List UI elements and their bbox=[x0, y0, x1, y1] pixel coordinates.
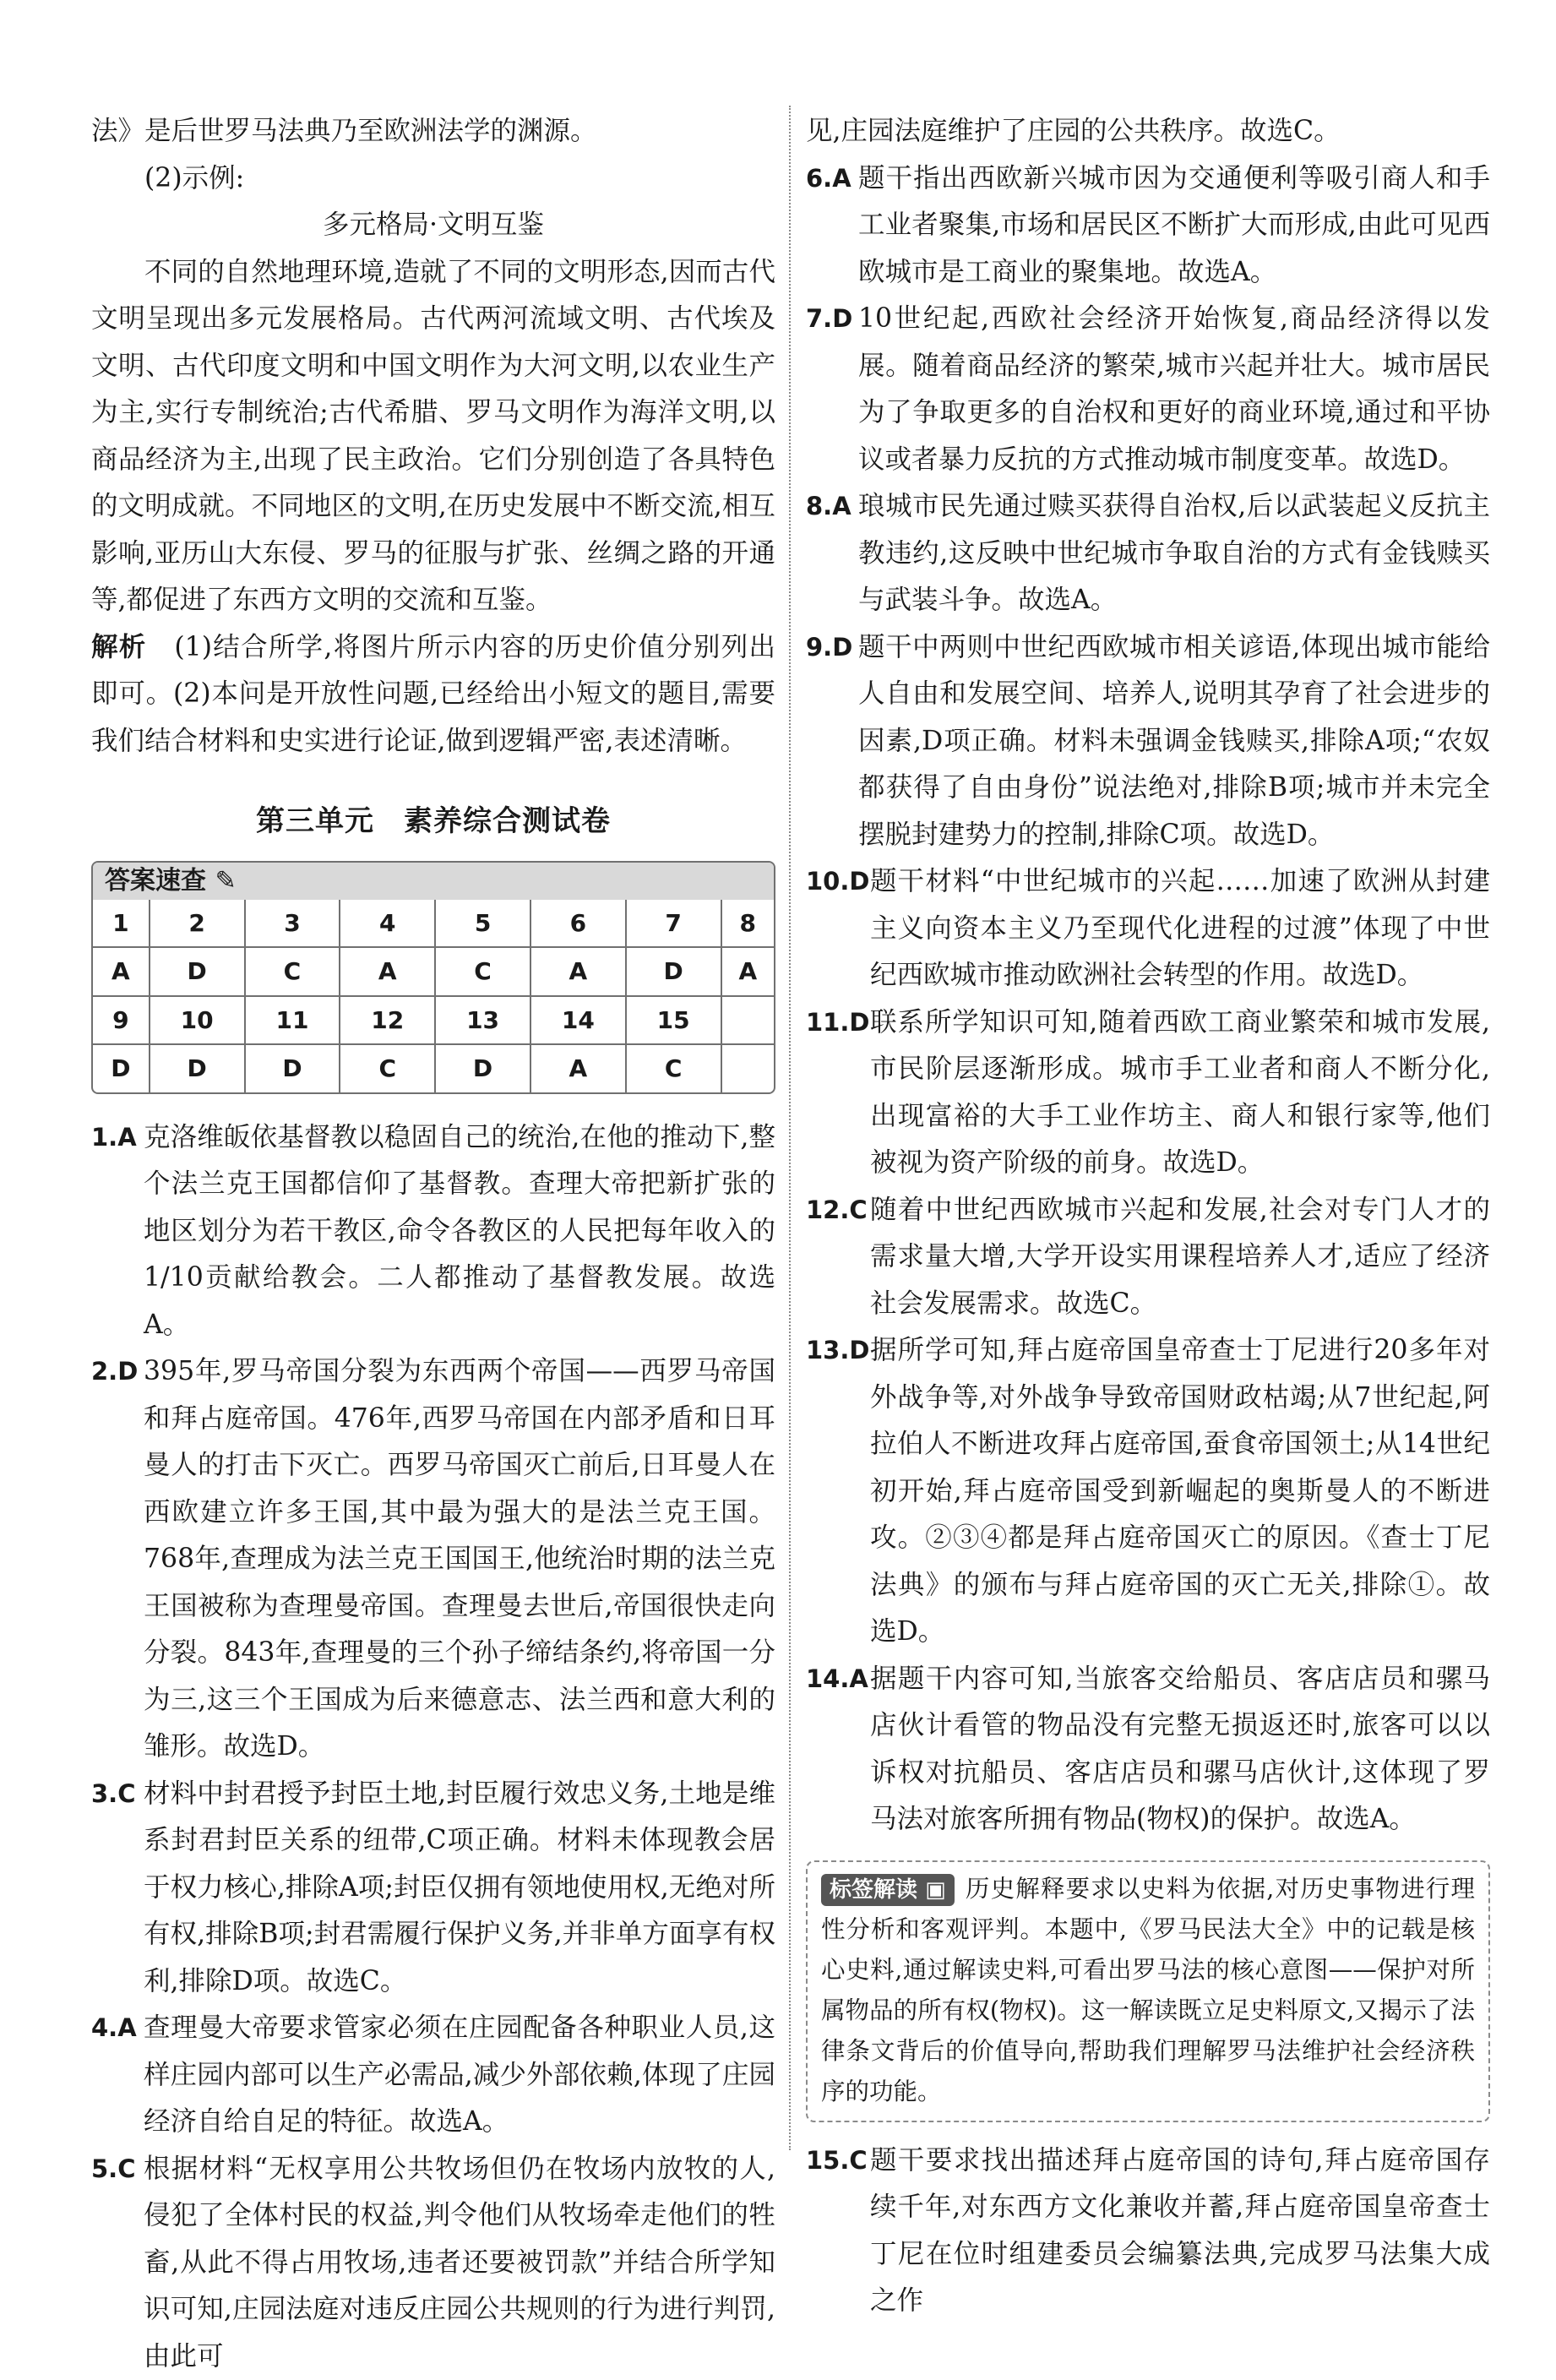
question-9: 9.D 题干中两则中世纪西欧城市相关谚语,体现出城市能给人自由和发展空间、培养人,说明其孕育了社会进步的因素,D项正确。材料未强调金钱赎买,排除A项;“农奴都获得了自由身份”说法绝对,排除B项;城市并未完全摆脱封建势力的控制,排除C项。故选D。 bbox=[806, 624, 1490, 859]
table-cell: A bbox=[530, 1044, 626, 1092]
essay-body: 不同的自然地理环境,造就了不同的文明形态,因而古代文明呈现出多元发展格局。古代两河流域文明、古代埃及文明、古代印度文明和中国文明作为大河文明,以农业生产为主,实行专制统治;古代希腊、罗马文明作为海洋文明,以商品经济为主,出现了民主政治。它们分别创造了各具特色的文明成就。不同地区的文明,在历史发展中不断交流,相互影响,亚历山大东侵、罗马的征服与扩张、丝绸之路的开通等,都促进了东西方文明的交流和互鉴。 bbox=[91, 249, 775, 624]
table-cell: 12 bbox=[340, 996, 435, 1045]
table-cell: 6 bbox=[530, 900, 626, 948]
essay-title: 多元格局·文明互鉴 bbox=[91, 202, 775, 249]
table-cell: 3 bbox=[245, 900, 340, 948]
table-cell: 4 bbox=[340, 900, 435, 948]
question-7: 7.D 10世纪起,西欧社会经济开始恢复,商品经济得以发展。随着商品经济的繁荣,城市兴起并壮大。城市居民为了争取更多的自治权和更好的商业环境,通过和平协议或者暴力反抗的方式推动城市制度变革。故选D。 bbox=[806, 296, 1490, 483]
question-10: 10.D 题干材料“中世纪城市的兴起……加速了欧洲从封建主义向资本主义乃至现代化进程的过渡”体现了中世纪西欧城市推动欧洲社会转型的作用。故选D。 bbox=[806, 858, 1490, 999]
table-cell: C bbox=[340, 1044, 435, 1092]
table-cell: A bbox=[530, 947, 626, 996]
note-box bbox=[806, 1860, 1490, 2122]
paragraph: 法》是后世罗马法典乃至欧洲法学的渊源。 bbox=[91, 108, 775, 155]
table-cell: 15 bbox=[626, 996, 721, 1045]
table-cell: 14 bbox=[530, 996, 626, 1045]
unit-title: 第三单元 素养综合测试卷 bbox=[91, 798, 775, 846]
table-cell: C bbox=[245, 947, 340, 996]
question-12: 12.C 随着中世纪西欧城市兴起和发展,社会对专门人才的需求量大增,大学开设实用课程培养人才,适应了经济社会发展需求。故选C。 bbox=[806, 1187, 1490, 1328]
table-cell: D bbox=[245, 1044, 340, 1092]
table-cell: 2 bbox=[150, 900, 245, 948]
table-cell bbox=[721, 996, 774, 1045]
table-cell: 11 bbox=[245, 996, 340, 1045]
answer-key bbox=[91, 861, 775, 1094]
analysis-label: 解析 bbox=[91, 632, 147, 662]
table-cell: A bbox=[340, 947, 435, 996]
column-divider bbox=[789, 106, 791, 2150]
table-row bbox=[93, 1044, 774, 1092]
note-text: 历史解释要求以史料为依据,对历史事物进行理性分析和客观评判。本题中,《罗马民法大全》中的记载是核心史料,通过解读史料,可看出罗马法的核心意图——保护对所属物品的所有权(物权)。这一解读既立足史料原文,又揭示了法律条文背后的价值导向,帮助我们理解罗马法维护社会经济秩序的功能。 bbox=[821, 1875, 1475, 2105]
analysis-text: (1)结合所学,将图片所示内容的历史价值分别列出即可。(2)本问是开放性问题,已经给出小短文的题目,需要我们结合材料和史实进行论证,做到逻辑严密,表述清晰。 bbox=[91, 632, 775, 756]
pencil-icon: ✎ bbox=[215, 866, 236, 896]
paragraph: 见,庄园法庭维护了庄园的公共秩序。故选C。 bbox=[806, 108, 1490, 155]
table-cell: A bbox=[93, 947, 150, 996]
table-cell: 8 bbox=[721, 900, 774, 948]
book-icon: ▣ bbox=[925, 1877, 946, 1903]
question-8: 8.A 琅城市民先通过赎买获得自治权,后以武装起义反抗主教违约,这反映中世纪城市争取自治的方式有金钱赎买与武装斗争。故选A。 bbox=[806, 483, 1490, 624]
table-cell: 9 bbox=[93, 996, 150, 1045]
table-cell: D bbox=[626, 947, 721, 996]
question-1: 1.A 克洛维皈依基督教以稳固自己的统治,在他的推动下,整个法兰克王国都信仰了基督教。查理大帝把新扩张的地区划分为若干教区,命令各教区的人民把每年收入的1/10贡献给教会。二人都推动了基督教发展。故选A。 bbox=[91, 1114, 775, 1349]
paragraph: (2)示例: bbox=[91, 155, 775, 203]
left-column bbox=[91, 108, 775, 2380]
table-cell: 1 bbox=[93, 900, 150, 948]
table-cell: 5 bbox=[435, 900, 530, 948]
table-cell: D bbox=[150, 1044, 245, 1092]
table-cell: 10 bbox=[150, 996, 245, 1045]
answer-key-table bbox=[93, 900, 774, 1092]
question-15: 15.C 题干要求找出描述拜占庭帝国的诗句,拜占庭帝国存续千年,对东西方文化兼收并蓄,拜占庭帝国皇帝查士丁尼在位时组建委员会编纂法典,完成罗马法集大成之作 bbox=[806, 2138, 1490, 2325]
table-cell bbox=[721, 1044, 774, 1092]
table-cell: 13 bbox=[435, 996, 530, 1045]
question-3: 3.C 材料中封君授予封臣土地,封臣履行效忠义务,土地是维系封君封臣关系的纽带,C项正确。材料未体现教会居于权力核心,排除A项;封臣仅拥有领地使用权,无绝对所有权,排除B项;封君需履行保护义务,并非单方面享有权利,排除D项。故选C。 bbox=[91, 1771, 775, 2006]
table-cell: D bbox=[435, 1044, 530, 1092]
analysis bbox=[91, 624, 775, 765]
question-11: 11.D 联系所学知识可知,随着西欧工商业繁荣和城市发展,市民阶层逐渐形成。城市手工业者和商人不断分化,出现富裕的大手工业作坊主、商人和银行家等,他们被视为资产阶级的前身。故选D。 bbox=[806, 999, 1490, 1187]
question-2: 2.D 395年,罗马帝国分裂为东西两个帝国——西罗马帝国和拜占庭帝国。476年,西罗马帝国在内部矛盾和日耳曼人的打击下灭亡。西罗马帝国灭亡前后,日耳曼人在西欧建立许多王国,其中最为强大的是法兰克王国。768年,查理成为法兰克王国国王,他统治时期的法兰克王国被称为查理曼帝国。查理曼去世后,帝国很快走向分裂。843年,查理曼的三个孙子缔结条约,将帝国一分为三,这三个王国成为后来德意志、法兰西和意大利的雏形。故选D。 bbox=[91, 1348, 775, 1771]
right-column bbox=[806, 108, 1490, 2325]
table-row bbox=[93, 996, 774, 1045]
question-5: 5.C 根据材料“无权享用公共牧场但仍在牧场内放牧的人,侵犯了全体村民的权益,判令他们从牧场牵走他们的牲畜,从此不得占用牧场,违者还要被罚款”并结合所学知识可知,庄园法庭对违反庄园公共规则的行为进行判罚,由此可 bbox=[91, 2146, 775, 2380]
note-label: 标签解读 ▣ bbox=[821, 1874, 955, 1906]
question-14: 14.A 据题干内容可知,当旅客交给船员、客店店员和骡马店伙计看管的物品没有完整无损返还时,旅客可以以诉权对抗船员、客店店员和骡马店伙计,这体现了罗马法对旅客所拥有物品(物权)的保护。故选A。 bbox=[806, 1656, 1490, 1844]
table-cell: C bbox=[626, 1044, 721, 1092]
table-cell: A bbox=[721, 947, 774, 996]
table-cell: D bbox=[93, 1044, 150, 1092]
question-13: 13.D 据所学可知,拜占庭帝国皇帝查士丁尼进行20多年对外战争等,对外战争导致帝国财政枯竭;从7世纪起,阿拉伯人不断进攻拜占庭帝国,蚕食帝国领土;从14世纪初开始,拜占庭帝国受到新崛起的奥斯曼人的不断进攻。②③④都是拜占庭帝国灭亡的原因。《查士丁尼法典》的颁布与拜占庭帝国的灭亡无关,排除①。故选D。 bbox=[806, 1327, 1490, 1656]
table-row bbox=[93, 900, 774, 948]
table-cell: C bbox=[435, 947, 530, 996]
answer-key-title: 答案速查 ✎ bbox=[93, 863, 774, 900]
table-cell: D bbox=[150, 947, 245, 996]
question-6: 6.A 题干指出西欧新兴城市因为交通便利等吸引商人和手工业者聚集,市场和居民区不断扩大而形成,由此可见西欧城市是工商业的聚集地。故选A。 bbox=[806, 155, 1490, 297]
question-4: 4.A 查理曼大帝要求管家必须在庄园配备各种职业人员,这样庄园内部可以生产必需品,减少外部依赖,体现了庄园经济自给自足的特征。故选A。 bbox=[91, 2005, 775, 2146]
table-cell: 7 bbox=[626, 900, 721, 948]
table-row bbox=[93, 947, 774, 996]
